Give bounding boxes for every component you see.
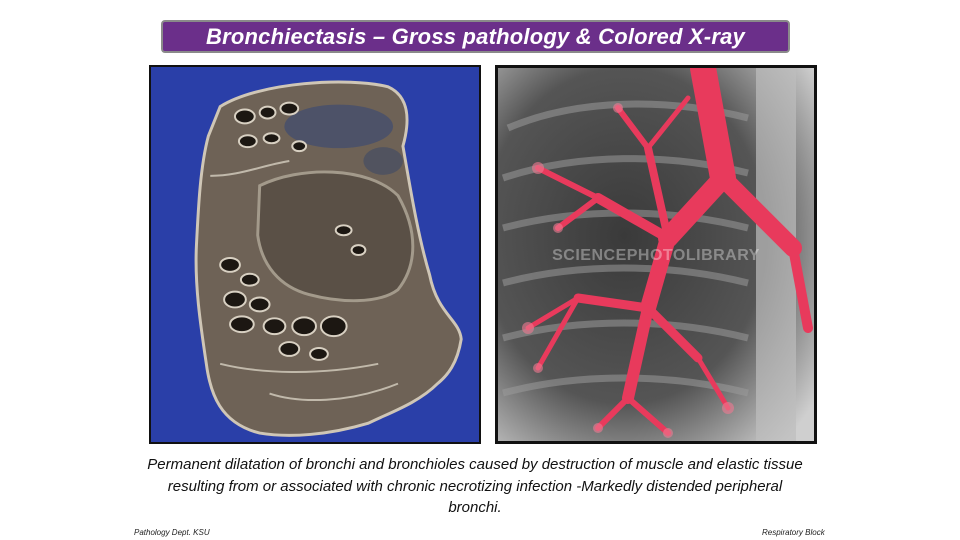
- footer-department: Pathology Dept. KSU: [134, 528, 210, 537]
- slide-title: Bronchiectasis – Gross pathology & Colored X-ray: [206, 23, 745, 49]
- gross-pathology-image: [149, 65, 481, 444]
- slide-caption: Permanent dilatation of bronchi and bronchioles caused by destruction of muscle and elastic tissue resulting from or associated with chronic necrotizing infection -Markedly distended peripheral bronchi.: [147, 456, 803, 516]
- watermark-text: SCIENCEPHOTOLIBRARY: [552, 247, 760, 264]
- colored-xray-image: [495, 65, 817, 444]
- slide-title-banner: [161, 20, 790, 53]
- footer-block: Respiratory Block: [762, 528, 825, 537]
